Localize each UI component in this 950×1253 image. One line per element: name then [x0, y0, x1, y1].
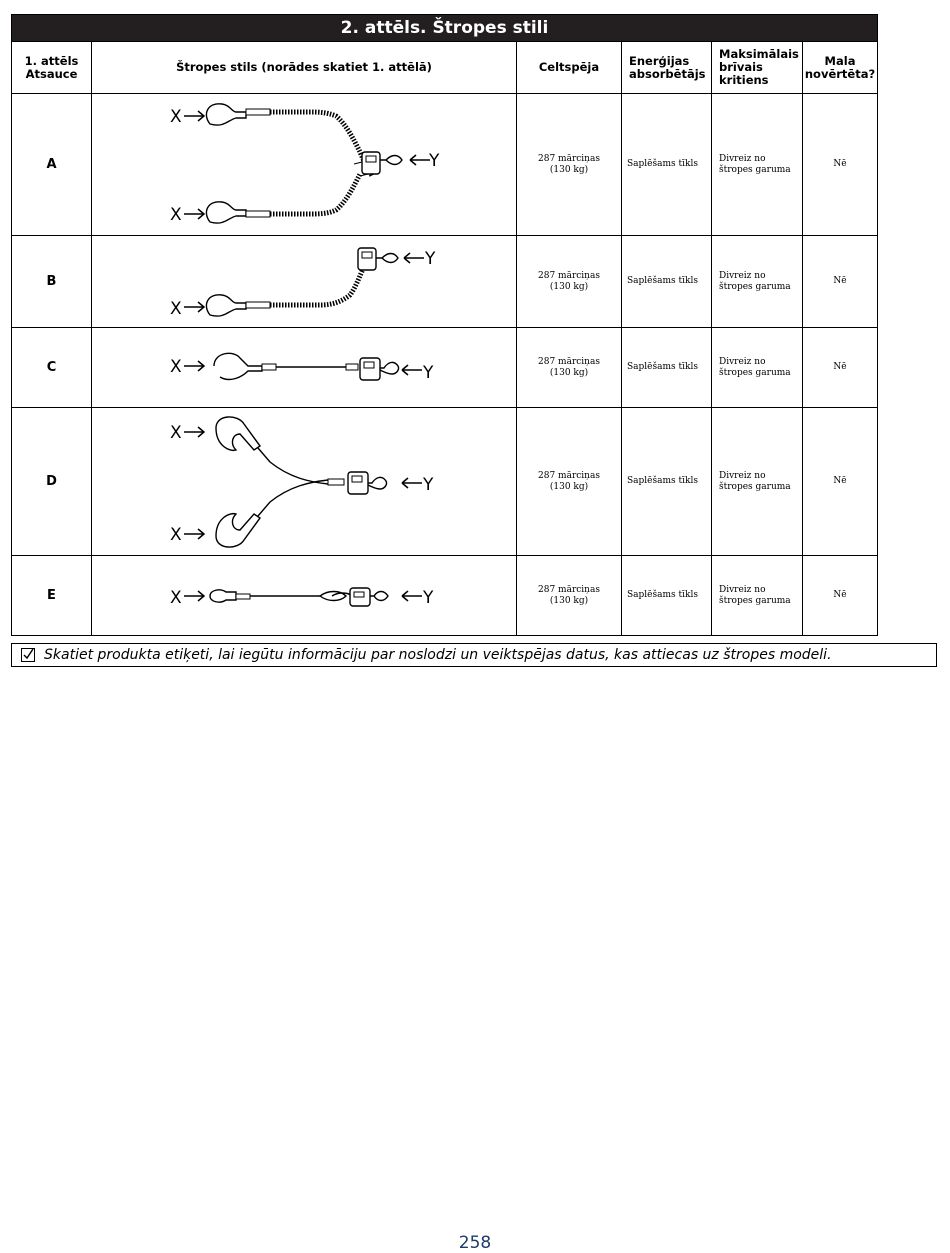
x-label: X [170, 588, 182, 608]
page-number: 258 [458, 1233, 492, 1253]
header-absorber: Enerģijas absorbētājs [622, 42, 712, 94]
x-label: X [170, 357, 182, 377]
note-text: Skatiet produkta etiķeti, lai iegūtu informāciju par noslodzi un veiktspējas datus, kas attiecas uz štropes modeli. [44, 647, 832, 663]
checkbox-checked-icon [21, 648, 35, 662]
lanyard-c-drawing [92, 328, 516, 407]
absorber-cell: Saplēšams tīkls [622, 408, 712, 556]
lanyard-diagram-a [92, 94, 517, 236]
row-ref: B [12, 236, 92, 328]
table-row [12, 328, 878, 408]
row-ref: C [12, 328, 92, 408]
row-ref: A [12, 94, 92, 236]
absorber-cell: Saplēšams tīkls [622, 94, 712, 236]
capacity-cell: 287 mārciņas (130 kg) [517, 556, 622, 636]
x-label: X [170, 423, 182, 443]
row-ref: E [12, 556, 92, 636]
freefall-cell: Divreiz no štropes garuma [712, 236, 803, 328]
capacity-cell: 287 mārciņas (130 kg) [517, 408, 622, 556]
capacity-cell: 287 mārciņas (130 kg) [517, 94, 622, 236]
edge-cell: Nē [803, 556, 878, 636]
row-ref: D [12, 408, 92, 556]
edge-cell: Nē [803, 408, 878, 556]
y-label: Y [429, 151, 440, 171]
x-label: X [170, 205, 182, 225]
y-label: Y [423, 588, 434, 608]
y-label: Y [425, 249, 436, 269]
table-row [12, 408, 878, 556]
table-row [12, 556, 878, 636]
edge-cell: Nē [803, 94, 878, 236]
edge-cell: Nē [803, 236, 878, 328]
freefall-cell: Divreiz no štropes garuma [712, 408, 803, 556]
lanyard-styles-table [11, 14, 878, 636]
x-label: X [170, 299, 182, 319]
absorber-cell: Saplēšams tīkls [622, 328, 712, 408]
lanyard-a-drawing [92, 94, 516, 235]
x-label: X [170, 107, 182, 127]
table-row [12, 236, 878, 328]
y-label: Y [423, 363, 434, 383]
freefall-cell: Divreiz no štropes garuma [712, 328, 803, 408]
header-edge: Mala novērtēta? [803, 42, 878, 94]
lanyard-e-drawing [92, 556, 516, 635]
absorber-cell: Saplēšams tīkls [622, 236, 712, 328]
info-note [11, 643, 937, 667]
header-style: Štropes stils (norādes skatiet 1. attēlā) [92, 42, 517, 94]
header-freefall: Maksimālais brīvais kritiens [712, 42, 803, 94]
table-row [12, 94, 878, 236]
absorber-cell: Saplēšams tīkls [622, 556, 712, 636]
freefall-cell: Divreiz no štropes garuma [712, 94, 803, 236]
x-label: X [170, 525, 182, 545]
edge-cell: Nē [803, 328, 878, 408]
y-label: Y [423, 475, 434, 495]
capacity-cell: 287 mārciņas (130 kg) [517, 328, 622, 408]
lanyard-diagram-e [92, 556, 517, 636]
header-ref: 1. attēls Atsauce [12, 42, 92, 94]
lanyard-d-drawing [92, 408, 516, 555]
lanyard-diagram-b [92, 236, 517, 328]
lanyard-b-drawing [92, 236, 516, 327]
freefall-cell: Divreiz no štropes garuma [712, 556, 803, 636]
header-capacity: Celtspēja [517, 42, 622, 94]
table-title: 2. attēls. Štropes stili [12, 15, 878, 42]
lanyard-diagram-c [92, 328, 517, 408]
capacity-cell: 287 mārciņas (130 kg) [517, 236, 622, 328]
lanyard-diagram-d [92, 408, 517, 556]
